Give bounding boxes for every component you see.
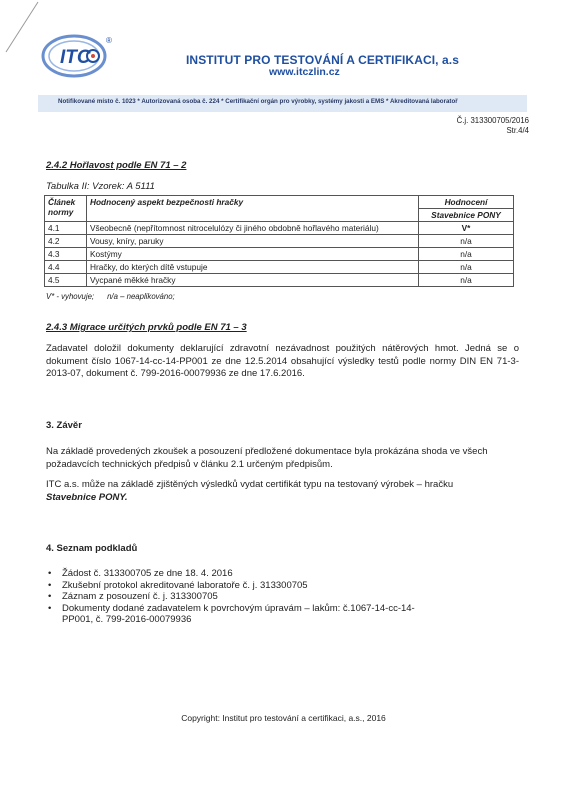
conclusion-para-1: Na základě provedených zkoušek a posouzení předložené dokumentace byla prokázána shoda ve všech požadavcích technických předpisů v článku 2.1 určeným předpisům. <box>46 446 488 470</box>
documents-list <box>46 568 516 626</box>
cell-aspect: Vousy, kníry, paruky <box>87 235 419 248</box>
section-243-heading: 2.4.3 Migrace určitých prvků podle EN 71 – 3 <box>46 322 247 333</box>
cell-article: 4.3 <box>45 248 87 261</box>
table-row <box>45 235 514 248</box>
conclusion-para-2 <box>46 479 516 504</box>
section-3-heading: 3. Závěr <box>46 420 82 431</box>
product-name: Stavebnice PONY. <box>46 491 128 503</box>
table-row <box>45 248 514 261</box>
header-aspect: Hodnocený aspekt bezpečnosti hračky <box>87 196 419 222</box>
doc-number: Č.j. 313300705/2016 <box>456 116 529 125</box>
registered-mark: ® <box>106 36 112 45</box>
list-item: • Žádost č. 313300705 ze dne 18. 4. 2016 <box>46 568 516 580</box>
table-legend: V* - vyhovuje; n/a – neaplikováno; <box>46 292 175 301</box>
section-4-heading: 4. Seznam podkladů <box>46 543 138 554</box>
flammability-table <box>44 195 514 287</box>
copyright-footer: Copyright: Institut pro testování a certifikaci, a.s., 2016 <box>181 713 386 723</box>
website-link[interactable]: www.itczlin.cz <box>269 66 340 78</box>
accreditation-text: Notifikované místo č. 1023 * Autorizovaná osoba č. 224 * Certifikační orgán pro výrobky, systémy jakosti a EMS * Akreditovaná laboratoř <box>58 98 458 105</box>
institute-name: INSTITUT PRO TESTOVÁNÍ A CERTIFIKACI, a.s <box>186 53 460 67</box>
cell-article: 4.5 <box>45 274 87 287</box>
page-number: Str.4/4 <box>506 126 529 135</box>
cell-aspect: Vycpané měkké hračky <box>87 274 419 287</box>
cell-aspect: Všeobecně (nepřítomnost nitrocelulózy či jiného obdobně hořlavého materiálu) <box>87 222 419 235</box>
cell-article: 4.4 <box>45 261 87 274</box>
scan-mark <box>0 0 40 60</box>
cell-result: n/a <box>419 274 514 287</box>
table-row <box>45 274 514 287</box>
table-caption: Tabulka II: Vzorek: A 5111 <box>46 181 155 192</box>
itc-logo <box>38 32 118 80</box>
cell-article: 4.2 <box>45 235 87 248</box>
cell-result: V* <box>419 222 514 235</box>
conclusion-text: ITC a.s. může na základě zjištěných výsledků vydat certifikát typu na testovaný výrobek – hračku <box>46 479 454 490</box>
list-item: • Záznam z posouzení č. j. 313300705 <box>46 591 516 603</box>
list-item: • Zkušební protokol akreditované laboratoře č. j. 313300705 <box>46 580 516 592</box>
table-header-row <box>45 196 514 209</box>
table-row <box>45 222 514 235</box>
cell-aspect: Hračky, do kterých dítě vstupuje <box>87 261 419 274</box>
cell-result: n/a <box>419 261 514 274</box>
header-article: Článek normy <box>45 196 87 222</box>
header-evaluation: Hodnocení <box>419 196 514 209</box>
cell-result: n/a <box>419 248 514 261</box>
cell-result: n/a <box>419 235 514 248</box>
list-item: • Dokumenty dodané zadavatelem k povrchovým úpravám – lakům: č.1067-14-cc-14-PP001, č. 799-2016-00079936 <box>46 603 516 626</box>
reference-block <box>457 116 529 136</box>
cell-article: 4.1 <box>45 222 87 235</box>
table-row <box>45 261 514 274</box>
logo-text: ITC <box>60 47 91 68</box>
section-242-heading: 2.4.2 Hořlavost podle EN 71 – 2 <box>46 160 187 171</box>
cell-aspect: Kostýmy <box>87 248 419 261</box>
section-243-text: Zadavatel doložil dokumenty deklarující zdravotní nezávadnost použitých nátěrových hmot. Jedná se o dokument číslo 1067-14-cc-14-PP001 ze dne 12.5.2014 obsahující výsledky testů podle normy DIN EN 71-3-2013-07, dokument č. 799-2016-00079936 ze dne 17.6.2016. <box>46 343 519 379</box>
header-product: Stavebnice PONY <box>419 209 514 222</box>
logo-graphic <box>38 32 118 80</box>
